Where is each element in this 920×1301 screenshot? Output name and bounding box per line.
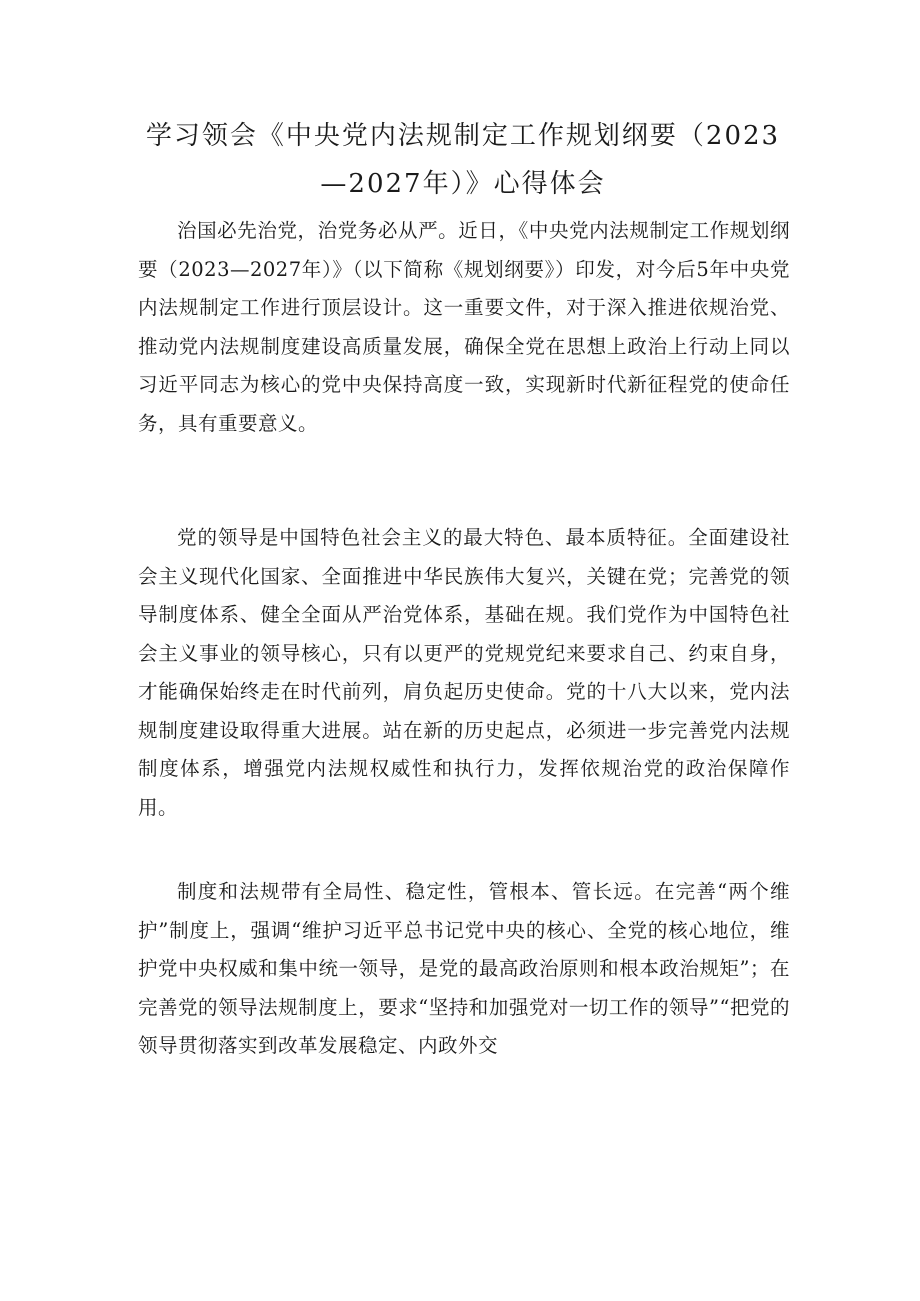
document-title: 学习领会《中央党内法规制定工作规划纲要（2023—2027年）》心得体会: [145, 121, 781, 199]
paragraph-3: 制度和法规带有全局性、稳定性，管根本、管长远。在完善“两个维护”制度上，强调“维护习近平总书记党中央的核心、全党的核心地位，维护党中央权威和集中统一领导，是党的最高政治原则和根本政治规矩”；在完善党的领导法规制度上，要求“坚持和加强党对一切工作的领导”“把党的领导贯彻落实到改革发展稳定、内政外交: [138, 880, 790, 1057]
paragraph-2: 党的领导是中国特色社会主义的最大特色、最本质特征。全面建设社会主义现代化国家、全面推进中华民族伟大复兴，关键在党；完善党的领导制度体系、健全全面从严治党体系，基础在规。我们党作为中国特色社会主义事业的领导核心，只有以更严的党规党纪来要求自己、约束自身，才能确保始终走在时代前列，肩负起历史使命。党的十八大以来，党内法规制度建设取得重大进展。站在新的历史起点，必须进一步完善党内法规制度体系，增强党内法规权威性和执行力，发挥依规治党的政治保障作用。: [138, 526, 790, 819]
paragraph-1: 治国必先治党，治党务必从严。近日，《中央党内法规制定工作规划纲要（2023—2027年）》（以下简称《规划纲要》）印发，对今后5年中央党内法规制定工作进行顶层设计。这一重要文件，对于深入推进依规治党、推动党内法规制度建设高质量发展，确保全党在思想上政治上行动上同以习近平同志为核心的党中央保持高度一致，实现新时代新征程党的使命任务，具有重要意义。: [138, 219, 790, 435]
